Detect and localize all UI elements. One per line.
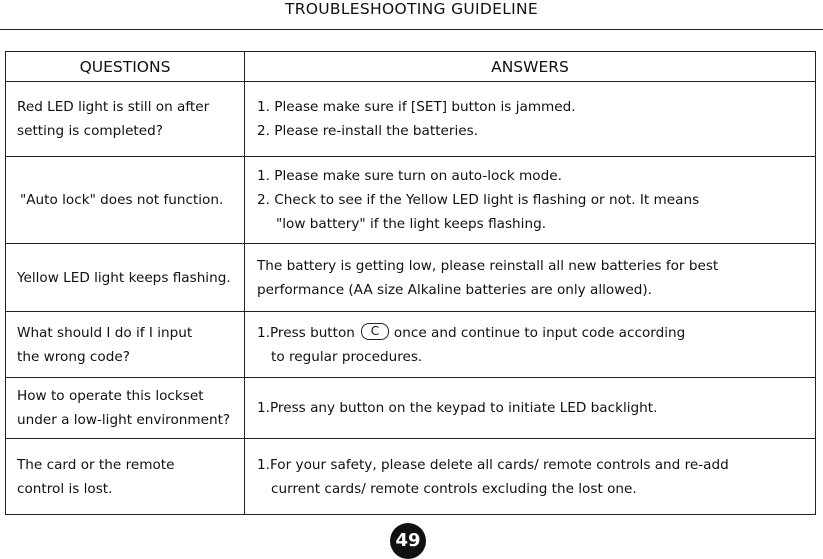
answer-line: performance (AA size Alkaline batteries are only allowed).: [257, 281, 652, 298]
question-line: under a low-light environment?: [17, 412, 231, 428]
question-line: the wrong code?: [17, 348, 130, 365]
question-line: Red LED light is still on after: [17, 99, 210, 115]
answer-line: The battery is getting low, please reinstall all new batteries for best: [257, 257, 719, 274]
answer-line: 2. Check to see if the Yellow LED light is flashing or not. It means: [257, 192, 700, 208]
answer-cell: [245, 244, 816, 312]
answer-cell: [245, 378, 816, 439]
table-row: [6, 244, 816, 312]
answer-cell: [245, 82, 816, 157]
question-line: What should I do if I input: [17, 324, 193, 341]
page-title: TROUBLESHOOTING GUIDELINE: [284, 0, 539, 18]
question-line: "Auto lock" does not function.: [20, 192, 224, 208]
answer-line: "low battery" if the light keeps flashing.: [276, 216, 547, 232]
table-header-row: [6, 52, 816, 82]
answer-line: 1.Press any button on the keypad to initiate LED backlight.: [257, 400, 658, 416]
table-row: [6, 439, 816, 515]
answer-text: 1.Press button: [257, 324, 355, 341]
answer-line: current cards/ remote controls excluding the lost one.: [271, 480, 637, 497]
answer-line: 2. Please re-install the batteries.: [257, 123, 479, 139]
troubleshooting-table: [5, 51, 816, 515]
answer-cell: [245, 439, 816, 515]
answer-cell: [245, 157, 816, 244]
question-cell: [6, 82, 245, 157]
answer-cell: [245, 312, 816, 378]
question-cell: [6, 378, 245, 439]
table-row: [6, 82, 816, 157]
answer-line: [257, 325, 685, 341]
answer-text: once and continue to input code according: [393, 324, 686, 341]
question-line: How to operate this lockset: [17, 388, 204, 404]
question-line: The card or the remote: [17, 456, 175, 473]
question-cell: [6, 312, 245, 378]
question-line: Yellow LED light keeps flashing.: [17, 269, 231, 286]
answers-header: ANSWERS: [245, 52, 816, 82]
question-cell: [6, 157, 245, 244]
question-line: control is lost.: [17, 480, 113, 497]
table-row: [6, 312, 816, 378]
title-divider: [0, 29, 823, 30]
answer-line: to regular procedures.: [271, 348, 423, 365]
question-cell: [6, 244, 245, 312]
answer-line: 1. Please make sure turn on auto-lock mode.: [257, 168, 562, 184]
table-row: [6, 378, 816, 439]
answer-line: 1. Please make sure if [SET] button is jammed.: [257, 99, 576, 115]
question-line: setting is completed?: [17, 123, 163, 139]
question-cell: [6, 439, 245, 515]
c-button-icon: C: [361, 323, 389, 340]
page-number-badge: 49: [390, 523, 426, 559]
questions-header: QUESTIONS: [6, 52, 245, 82]
answer-line: 1.For your safety, please delete all cards/ remote controls and re-add: [257, 456, 729, 473]
table-row: [6, 157, 816, 244]
